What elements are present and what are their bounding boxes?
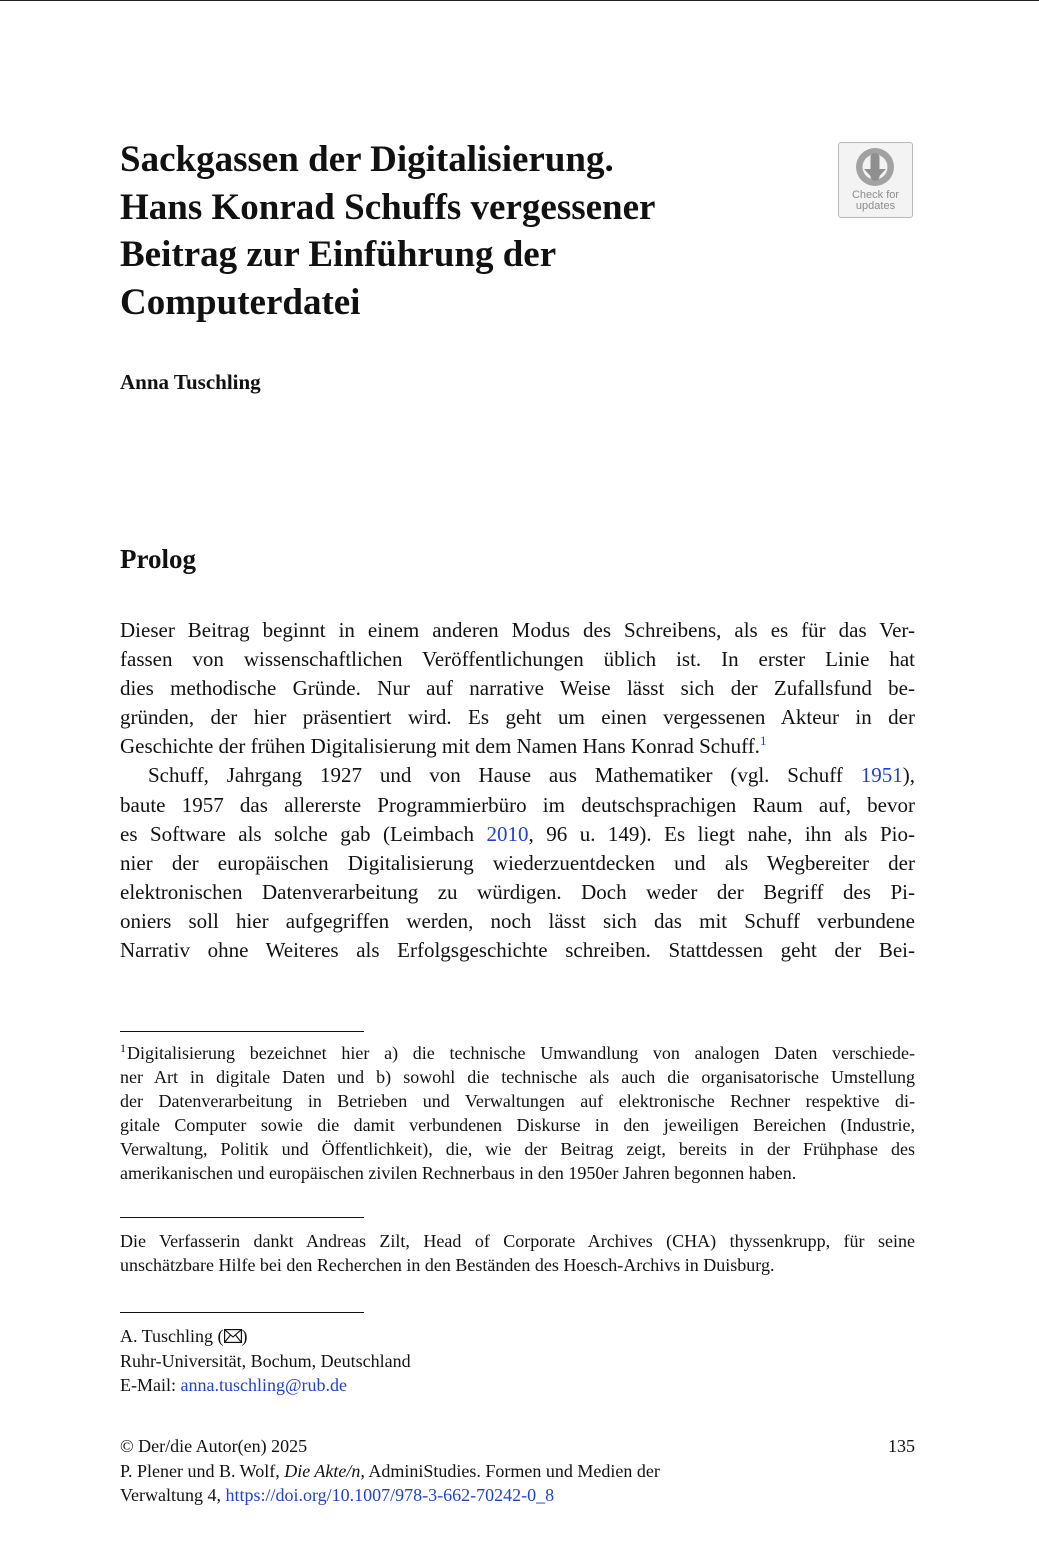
acknowledgment — [120, 1229, 915, 1277]
text-fragment: E-Mail: — [120, 1375, 181, 1395]
badge-label-line: updates — [855, 200, 896, 212]
text-fragment: Schuff, Jahrgang 1927 und von Hause aus Mathematiker (vgl. Schuff — [148, 763, 861, 788]
acknowledgment-line: unschätzbare Hilfe bei den Recherchen in den Beständen des Hoesch-Archivs in Duisburg. — [120, 1255, 775, 1276]
text-line — [120, 732, 915, 761]
text-line: oniers soll hier aufgegriffen werden, noch lässt sich das mit Schuff verbundene — [120, 908, 915, 933]
citation-line — [120, 1483, 915, 1508]
author-name: Anna Tuschling — [120, 370, 261, 394]
text-line: Narrativ ohne Weiteres als Erfolgsgeschichte schreiben. Stattdessen geht der Bei- — [120, 938, 915, 963]
badge-label-line: Check for — [851, 189, 900, 201]
title-line: Hans Konrad Schuffs vergessener — [120, 186, 656, 228]
text-fragment: ), — [902, 763, 915, 788]
text-fragment: Digitalisierung bezeichnet hier a) die technische Umwandlung von analogen Daten verschiede- — [127, 1043, 915, 1063]
title-line: Beitrag zur Einführung der — [120, 234, 557, 275]
text-line: nier der europäischen Digitalisierung wiederzuentdecken und als Wegbereiter der — [120, 850, 915, 875]
top-rule — [0, 0, 1039, 1]
affiliation-line: Ruhr-Universität, Bochum, Deutschland — [120, 1350, 411, 1371]
text-line: gründen, der hier präsentiert wird. Es geht um einen vergessenen Akteur in der — [120, 705, 915, 730]
text-fragment: Verwaltung 4, — [120, 1485, 226, 1505]
citation-link[interactable]: 1951 — [860, 763, 903, 788]
affiliation-line — [120, 1324, 411, 1349]
text-fragment: es Software als solche gab (Leimbach — [120, 821, 487, 846]
footnote-line: Verwaltung, Politik und Öffentlichkeit), die, wie der Beitrag zeigt, bereits in der Frühphase des — [120, 1139, 915, 1160]
check-for-updates-badge[interactable] — [838, 142, 913, 218]
title-line: Computerdatei — [120, 281, 361, 323]
text-line: baute 1957 das allererste Programmierbüro im deutschsprachigen Raum auf, bevor — [120, 792, 915, 817]
text-line: fassen von wissenschaftlichen Veröffentlichungen üblich ist. In erster Linie hat — [120, 647, 915, 672]
page-number: 135 — [888, 1436, 915, 1456]
copyright-line: © Der/die Autor(en) 2025 — [120, 1436, 308, 1456]
text-fragment: ) — [241, 1326, 248, 1346]
citation-link[interactable]: 2010 — [486, 821, 529, 846]
author-affiliation — [120, 1324, 411, 1398]
copyright-block — [120, 1434, 915, 1508]
email-link[interactable]: anna.tuschling@rub.de — [180, 1375, 348, 1395]
text-line — [120, 761, 915, 790]
footnote-line: der Datenverarbeitung in Betrieben und Verwaltungen auf elektronische Rechner respektive di- — [120, 1091, 915, 1112]
text-fragment: Geschichte der frühen Digitalisierung mit dem Namen Hans Konrad Schuff. — [120, 734, 760, 759]
text-fragment: , AdminiStudies. Formen und Medien der — [360, 1460, 660, 1481]
acknowledgment-line: Die Verfasserin dankt Andreas Zilt, Head of Corporate Archives (CHA) thyssenkrupp, für seine — [120, 1231, 915, 1251]
text-fragment: A. Tuschling ( — [120, 1326, 224, 1346]
footnote-line: amerikanischen und europäischen zivilen Rechnerbaus in den 1950er Jahren begonnen haben. — [120, 1163, 797, 1184]
footnote-line — [120, 1041, 915, 1065]
title-line: Sackgassen der Digitalisierung. — [120, 139, 614, 180]
badge-label — [839, 190, 912, 212]
text-fragment: P. Plener und B. Wolf, — [120, 1460, 285, 1481]
footnote-line: gitale Computer sowie die damit verbundenen Diskurse in den jeweiligen Bereichen (Industrie, — [120, 1115, 915, 1136]
footnote-divider — [120, 1031, 364, 1032]
text-fragment: , 96 u. 149). Es liegt nahe, ihn als Pio- — [528, 821, 915, 846]
footnote — [120, 1041, 915, 1186]
text-line — [120, 820, 915, 849]
book-title: Die Akte/n — [284, 1460, 361, 1481]
doi-link[interactable]: https://doi.org/10.1007/978-3-662-70242-0_8 — [225, 1485, 555, 1505]
affiliation-line — [120, 1373, 411, 1398]
affiliation-divider — [120, 1312, 364, 1313]
text-line: dies methodische Gründe. Nur auf narrative Weise lässt sich der Zufallsfund be- — [120, 676, 915, 701]
footnote-reference[interactable]: 1 — [759, 733, 767, 749]
text-line: elektronischen Datenverarbeitung zu würdigen. Doch weder der Begriff des Pi- — [120, 879, 915, 904]
footnote-number: 1 — [120, 1041, 126, 1055]
text-line: Dieser Beitrag beginnt in einem anderen Modus des Schreibens, als es für das Ver- — [120, 618, 915, 642]
article-title — [120, 136, 760, 326]
envelope-icon[interactable] — [224, 1329, 242, 1343]
body-text — [120, 616, 915, 965]
footnote-line: ner Art in digitale Daten und b) sowohl die technische als auch die organisatorische Umstellung — [120, 1067, 915, 1088]
citation-line — [120, 1459, 915, 1484]
check-for-updates-icon — [851, 146, 899, 190]
section-heading: Prolog — [120, 544, 196, 574]
acknowledgment-divider — [120, 1217, 364, 1218]
